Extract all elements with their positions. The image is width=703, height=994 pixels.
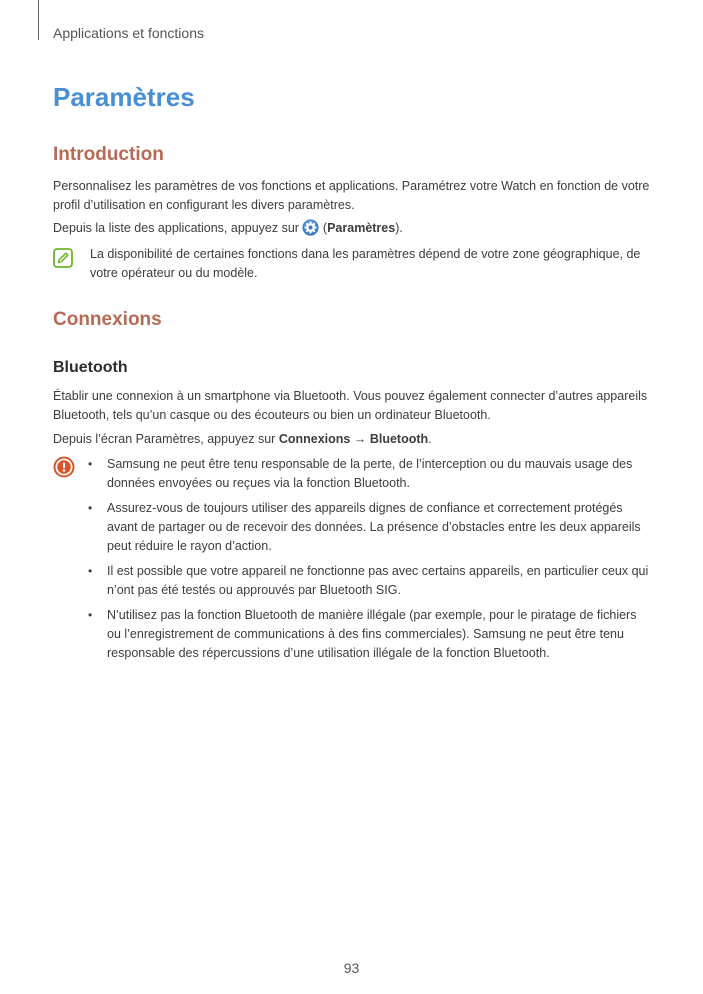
bullet-dot: • <box>88 608 93 622</box>
note-text: La disponibilité de certaines fonctions dana les paramètres dépend de votre zone géographique, de votre opérateur ou du modèle. <box>90 247 641 280</box>
intro-paren-close: ). <box>395 221 403 235</box>
path-text: Depuis l’écran Paramètres, appuyez sur <box>53 432 279 446</box>
section-title-introduction: Introduction <box>53 144 164 165</box>
intro-paragraph: Personnalisez les paramètres de vos fonctions et applications. Paramétrez votre Watch en fonction de votre profil d’utilisation en configurant les divers paramètres. <box>53 179 650 212</box>
bullet-dot: • <box>88 501 93 515</box>
bluetooth-intro-paragraph: Établir une connexion à un smartphone via Bluetooth. Vous pouvez également connecter d’autres appareils Bluetooth, tels qu’un casque ou des écouteurs ou bien un ordinateur Bluetooth. <box>53 389 648 422</box>
path-arrow: → <box>350 432 370 446</box>
margin-rule <box>38 0 39 40</box>
caution-item <box>88 499 653 556</box>
page-number: 93 <box>343 960 360 976</box>
section-title-connexions: Connexions <box>53 309 162 330</box>
caution-item-text: Assurez-vous de toujours utiliser des appareils dignes de confiance et correctement protégés avant de partager ou de recevoir des données. La présence d’obstacles entre les deux appareils peut réduire le rayon d’action. <box>107 501 641 553</box>
note-pencil-icon <box>53 248 73 268</box>
caution-item-text: Il est possible que votre appareil ne fonctionne pas avec certains appareils, en particulier ceux qui n’ont pas été testés ou approuvés par Bluetooth SIG. <box>107 564 649 597</box>
bullet-dot: • <box>88 564 93 578</box>
intro-instruction <box>53 219 653 238</box>
page-title: Paramètres <box>53 82 195 112</box>
intro-paren-open: ( <box>319 221 328 235</box>
caution-exclamation-icon <box>53 456 75 478</box>
caution-item <box>88 455 653 493</box>
path-end: . <box>428 432 432 446</box>
caution-item <box>88 606 653 663</box>
subsection-title-bluetooth: Bluetooth <box>53 359 128 376</box>
bullet-dot: • <box>88 457 93 471</box>
path-connexions: Connexions <box>278 432 351 446</box>
path-bluetooth: Bluetooth <box>369 432 429 446</box>
caution-item-text: Samsung ne peut être tenu responsable de la perte, de l’interception ou du mauvais usage des données envoyées ou reçues via la fonction Bluetooth. <box>107 457 633 490</box>
bluetooth-path-instruction <box>53 430 653 449</box>
settings-app-name: Paramètres <box>327 221 396 235</box>
intro-instruction-text: Depuis la liste des applications, appuyez sur <box>53 221 303 235</box>
caution-item <box>88 562 653 600</box>
caution-list <box>88 455 653 669</box>
settings-gear-icon <box>302 219 319 236</box>
caution-item-text: N’utilisez pas la fonction Bluetooth de manière illégale (par exemple, pour le piratage de fichiers ou l’enregistrement de communications à des fins commerciales). Samsung ne peut être tenu responsable des répercussions d’une utilisation illégale de la fonction Bluetooth. <box>107 608 637 660</box>
running-head: Applications et fonctions <box>53 25 204 41</box>
